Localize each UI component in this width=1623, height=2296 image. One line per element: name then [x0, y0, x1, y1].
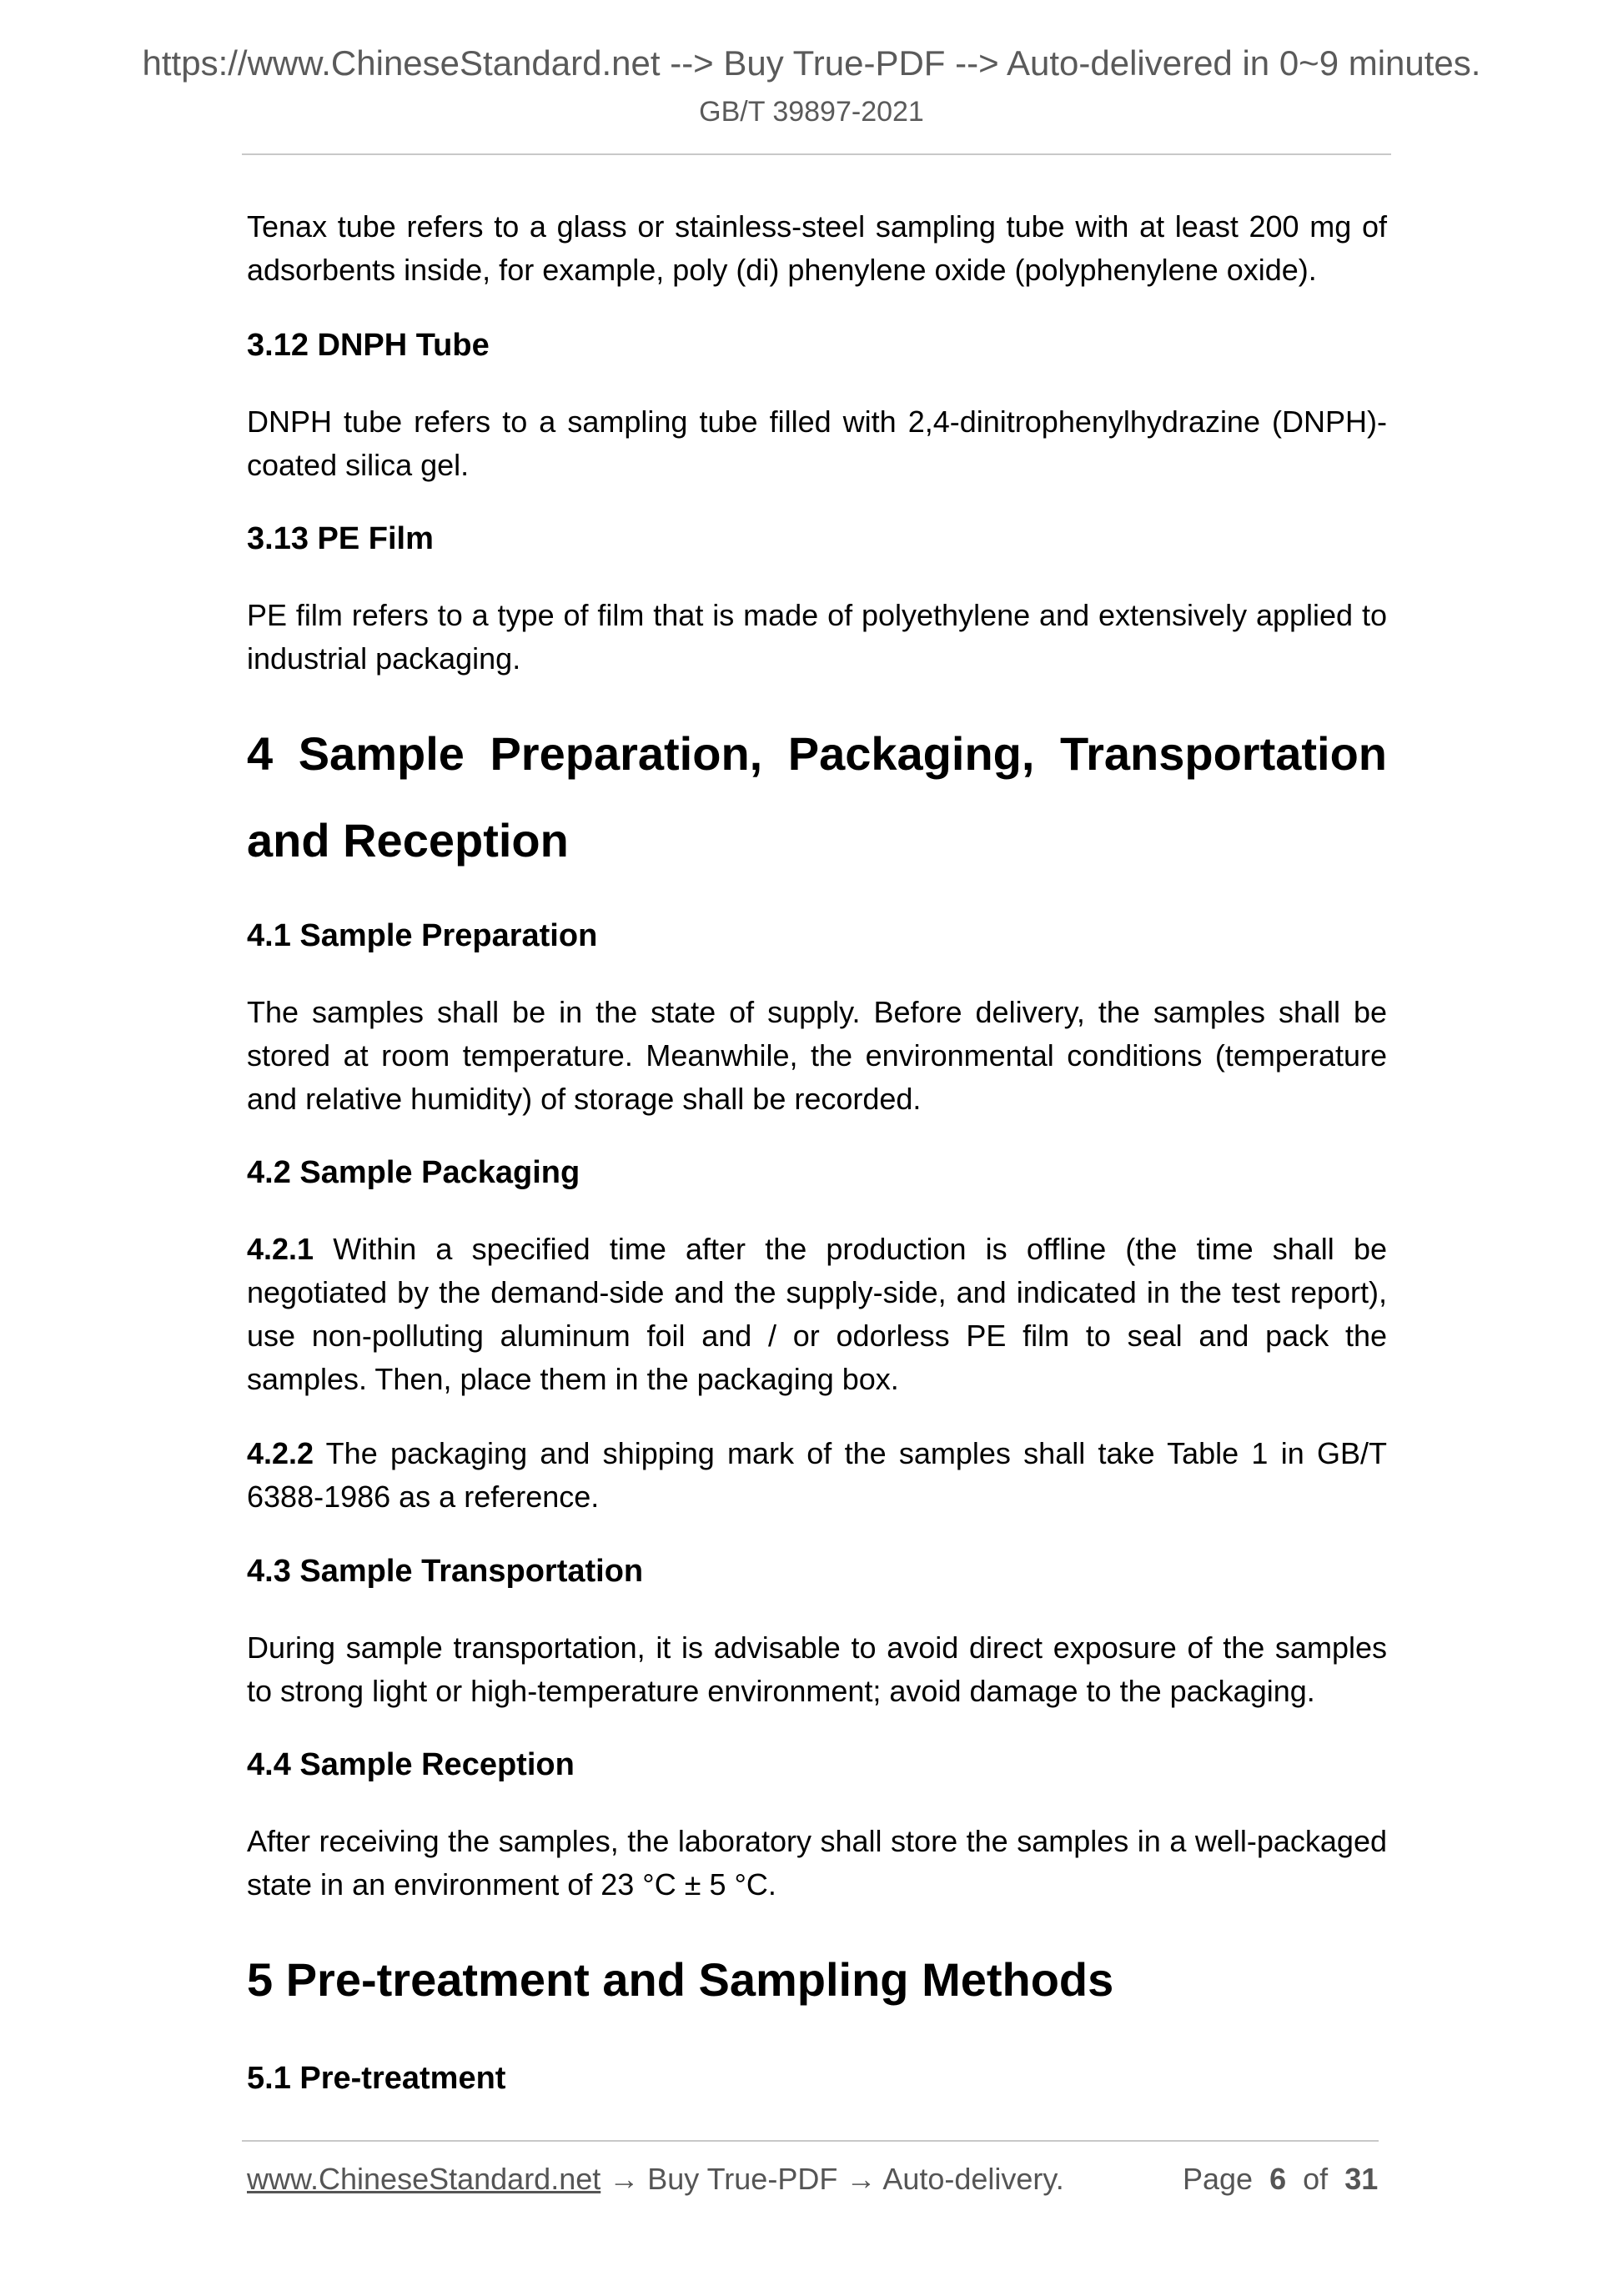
- section-3-13-title: 3.13 PE Film: [247, 521, 434, 556]
- section-4-2-1-paragraph: [247, 1228, 1387, 1401]
- footer-divider: [242, 2140, 1379, 2142]
- section-4-2-2-body: The packaging and shipping mark of the samples shall take Table 1 in GB/T 6388-1986 as a reference.: [247, 1436, 1387, 1514]
- section-4-2-1-body: Within a specified time after the production is offline (the time shall be negotiated by the demand-side and the supply-side, and indicated in the test report), use non-polluting aluminum foil and / or odorless PE film to seal and pack the samples. Then, place them in the packaging box.: [247, 1232, 1387, 1396]
- section-3-12-body: DNPH tube refers to a sampling tube filled with 2,4-dinitrophenylhydrazine (DNPH)-coated silica gel.: [247, 404, 1387, 482]
- section-4-2-title: 4.2 Sample Packaging: [247, 1155, 580, 1190]
- clause-number: 4.2.2: [247, 1436, 314, 1470]
- page-number: 6: [1269, 2162, 1287, 2196]
- section-5-1-title: 5.1 Pre-treatment: [247, 2061, 506, 2096]
- section-4-title: 4 Sample Preparation, Packaging, Transportation and Reception: [247, 727, 1387, 867]
- section-4-4-title: 4.4 Sample Reception: [247, 1747, 575, 1782]
- header-standard-id: GB/T 39897-2021: [699, 96, 924, 128]
- section-5-title: 5 Pre-treatment and Sampling Methods: [247, 1953, 1114, 2006]
- section-3-11-body: Tenax tube refers to a glass or stainless-steel sampling tube with at least 200 mg of adsorbents inside, for example, poly (di) phenylene oxide (polyphenylene oxide).: [247, 209, 1387, 287]
- section-3-13-body: PE film refers to a type of film that is made of polyethylene and extensively applied to industrial packaging.: [247, 598, 1387, 676]
- section-4-3-title: 4.3 Sample Transportation: [247, 1554, 644, 1589]
- section-3-12-title: 3.12 DNPH Tube: [247, 328, 490, 363]
- header-url-line: https://www.ChineseStandard.net --> Buy True-PDF --> Auto-delivered in 0~9 minutes.: [142, 43, 1481, 83]
- footer-left: [247, 2162, 1064, 2197]
- header-divider: [242, 153, 1391, 155]
- footer-page-indicator: [1183, 2162, 1378, 2197]
- clause-number: 4.2.1: [247, 1232, 314, 1266]
- section-4-2-2-paragraph: [247, 1432, 1387, 1519]
- page-label: Page: [1183, 2162, 1254, 2196]
- section-4-4-body: After receiving the samples, the laboratory shall store the samples in a well-packaged state in an environment of 23 °C ± 5 °C.: [247, 1824, 1387, 1902]
- page-total: 31: [1344, 2162, 1379, 2196]
- footer-tagline: → Buy True-PDF → Auto-delivery.: [600, 2162, 1064, 2196]
- footer-site-link[interactable]: www.ChineseStandard.net: [247, 2162, 601, 2196]
- section-4-3-body: During sample transportation, it is advisable to avoid direct exposure of the samples to strong light or high-temperature environment; avoid damage to the packaging.: [247, 1630, 1387, 1708]
- section-4-1-title: 4.1 Sample Preparation: [247, 918, 598, 953]
- section-4-1-body: The samples shall be in the state of supply. Before delivery, the samples shall be stored at room temperature. Meanwhile, the environmental conditions (temperature and relative humidity) of storage shall be recorded.: [247, 995, 1387, 1116]
- of-label: of: [1303, 2162, 1329, 2196]
